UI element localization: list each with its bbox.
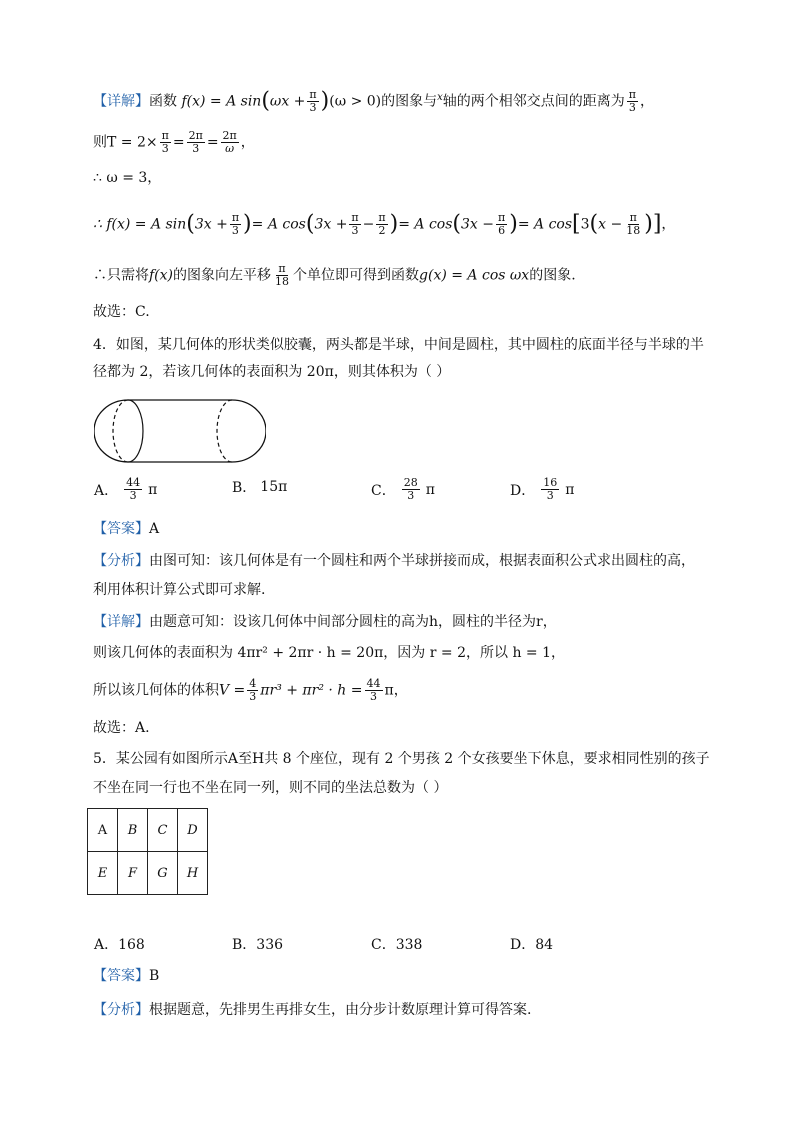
choice-c: 故选：C. [93, 304, 150, 320]
q4-text-1: 4．如图，某几何体的形状类似胶囊，两头都是半球，中间是圆柱，其中圆柱的底面半径与半球的半 [93, 337, 704, 353]
q4-detail-2: 则该几何体的表面积为 4πr² + 2πr · h = 20π，因为 r = 2，所以 h = 1， [93, 645, 565, 661]
detail-line-2: 则T = 2× $\frac{\pi}{3}$ = $\frac{2\pi}{3}$ = $\frac{2\pi}{\omega}$ ， [93, 129, 255, 155]
q4-option-b[interactable]: B． 15π [232, 479, 288, 496]
q5-option-b[interactable]: B．336 [232, 937, 284, 953]
seat-cell: E [88, 852, 118, 895]
detail-line-1: 【详解】函数 f(x) = A sin(ωx + $\frac{\pi}{3}$ )(ω > 0)的图象与$^x$轴的两个相邻交点间的距离为 $\frac{\pi}{3}$ ， [93, 88, 655, 115]
seat-cell: A [88, 809, 118, 852]
detail-line-4: ∴ f(x) = A sin(3x + $\frac{\pi}{3}$ )= A cos(3x + $\frac{\pi}{3}$ − $\frac{\pi}{2}$ )= A cos(3x − $\frac{\pi}{6}$ )= A cos[3(x − $\frac{\pi}{18}$ )]， [93, 211, 676, 237]
q5-text-1: 5．某公园有如图所示A至H共 8 个座位，现有 2 个男孩 2 个女孩要坐下休息，要求相同性别的孩子 [93, 751, 710, 767]
q4-choice: 故选：A. [93, 720, 150, 736]
seat-cell: D [178, 809, 208, 852]
q4-answer: 【答案】A [93, 521, 160, 537]
q4-detail-3: 所以该几何体的体积V = $\frac{4}{3}$ πr³ + πr² · h = $\frac{44}{3}$ π， [93, 677, 408, 703]
seat-cell: C [148, 809, 178, 852]
q5-text-2: 不坐在同一行也不坐在同一列，则不同的坐法总数为（ ） [93, 780, 448, 796]
q5-option-d[interactable]: D．84 [510, 937, 554, 953]
q4-option-a[interactable]: A． $\frac{44}{3}$ π [94, 476, 158, 502]
q4-option-d[interactable]: D． $\frac{16}{3}$ π [510, 476, 575, 502]
detail-line-3: ∴ ω = 3， [93, 170, 162, 186]
q5-option-c[interactable]: C．338 [371, 937, 423, 953]
q4-detail-1: 【详解】由题意可知：设该几何体中间部分圆柱的高为h，圆柱的半径为r， [93, 614, 557, 630]
seat-cell: G [148, 852, 178, 895]
capsule-figure [94, 396, 266, 466]
q5-answer: 【答案】B [93, 968, 160, 984]
q4-analysis-2: 利用体积计算公式即可求解. [93, 582, 266, 598]
detail-tag: 【详解】 [93, 93, 149, 110]
q5-analysis: 【分析】根据题意，先排男生再排女生，由分步计数原理计算可得答案. [93, 1002, 532, 1018]
seat-grid [87, 808, 208, 895]
q4-option-c[interactable]: C． $\frac{28}{3}$ π [371, 476, 435, 502]
q4-analysis-1: 【分析】由图可知：该几何体是有一个圆柱和两个半球拼接而成，根据表面积公式求出圆柱的高， [93, 553, 695, 569]
q4-text-2: 径都为 2，若该几何体的表面积为 20π，则其体积为（ ） [93, 364, 451, 380]
seat-cell: H [178, 852, 208, 895]
seat-cell: B [118, 809, 148, 852]
seat-cell: F [118, 852, 148, 895]
detail-line-5: ∴只需将f(x)的图象向左平移 $\frac{\pi}{18}$ 个单位即可得到函数g(x) = A cos ωx的图象. [93, 262, 576, 288]
q5-option-a[interactable]: A．168 [94, 937, 145, 953]
